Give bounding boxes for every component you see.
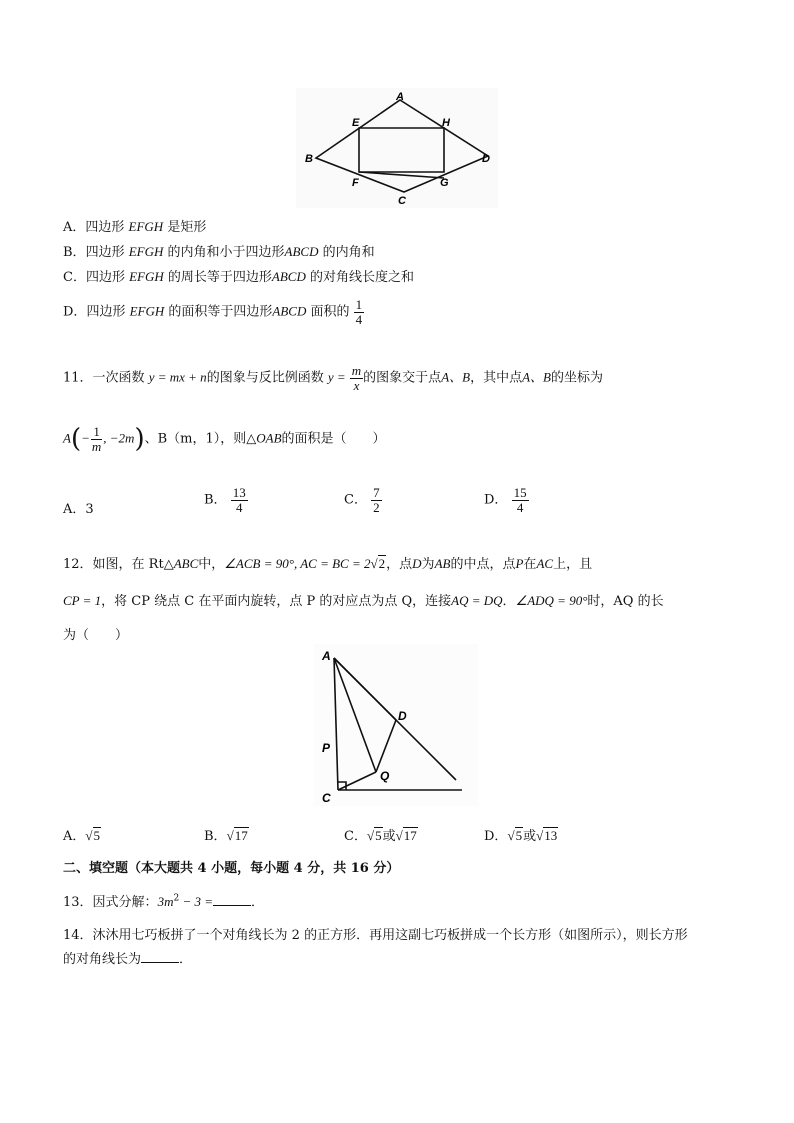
- q10-option-c[interactable]: C．四边形 EFGH 的周长等于四边形ABCD 的对角线长度之和: [63, 269, 414, 285]
- fig2-label-d: D: [398, 709, 407, 723]
- fig1-label-g: G: [440, 177, 449, 189]
- figure-right-triangle: [314, 644, 478, 806]
- q10-option-b[interactable]: B．四边形 EFGH 的内角和小于四边形ABCD 的内角和: [63, 244, 375, 260]
- q11-option-a[interactable]: A．3: [63, 502, 94, 517]
- fig1-label-d: D: [482, 153, 490, 165]
- q13: 13．因式分解：$3m^2 - 3$ = ．: [63, 893, 264, 910]
- q12-option-d[interactable]: D．√5或√13: [484, 828, 558, 844]
- fig2-label-c: C: [322, 791, 331, 805]
- q12-option-b[interactable]: B．√17: [204, 828, 248, 844]
- section2-title: 二、填空题（本大题共 4 小题，每小题 4 分，共 16 分）: [63, 861, 400, 876]
- q11-option-d[interactable]: D． $\frac{15}{4}$: [484, 485, 527, 515]
- fig1-label-h: H: [442, 117, 450, 129]
- q14-answer-blank[interactable]: [141, 950, 179, 963]
- q11-option-c[interactable]: C． $\frac{7}{2}$: [344, 485, 380, 515]
- q10-option-d[interactable]: D．四边形 EFGH 的面积等于四边形ABCD 面积的 $\frac{1}{4}$: [63, 297, 363, 327]
- fig2-label-q: Q: [380, 769, 390, 783]
- fig1-label-c: C: [398, 195, 406, 207]
- q11-option-b[interactable]: B． $\frac{13}{4}$: [204, 485, 246, 515]
- fig1-label-a: A: [396, 91, 404, 103]
- fig1-label-b: B: [305, 153, 313, 165]
- q12-stem-line2: CP = 1，将 CP 绕点 C 在平面内旋转，点 P 的对应点为点 Q，连接AQ = DQ．∠ADQ = 90°时，AQ 的长: [63, 593, 664, 609]
- q14-line2: 的对角线长为 ．: [63, 952, 193, 967]
- fig2-label-p: P: [322, 741, 331, 755]
- q14-line1: 14．沐沐用七巧板拼了一个对角线长为 2 的正方形．再用这副七巧板拼成一个长方形（如图所示），则长方形: [63, 928, 688, 943]
- fig2-label-a: A: [322, 649, 331, 663]
- fig1-label-e: E: [352, 117, 360, 129]
- fig1-label-f: F: [352, 177, 359, 189]
- q12-option-a[interactable]: A．√5: [63, 828, 101, 844]
- q11-stem-line2: A(− $\frac{1}{m}$ , −2m)、B（m，1），则△OAB的面积是（ ）: [63, 423, 386, 454]
- q12-option-c[interactable]: C．√5或√17: [344, 828, 417, 844]
- q12-stem-line3: 为（ ）: [63, 628, 129, 643]
- q11-stem-line1: 11．一次函数 y = mx + n的图象与反比例函数 y = $\frac{m}{x}$ 的图象交于点A、B，其中点A、B的坐标为: [63, 363, 603, 393]
- q13-answer-blank[interactable]: [213, 893, 251, 906]
- q10d-fraction: $\frac{1}{4}$: [355, 297, 363, 327]
- q12-stem-line1: 12．如图，在 Rt△ABC中，∠ACB = 90°, AC = BC = 2√2，点D为AB的中点，点P在AC上，且: [63, 556, 593, 572]
- figure-quadrilateral: [296, 88, 498, 208]
- q10-option-a[interactable]: A．四边形 EFGH 是矩形: [63, 219, 207, 235]
